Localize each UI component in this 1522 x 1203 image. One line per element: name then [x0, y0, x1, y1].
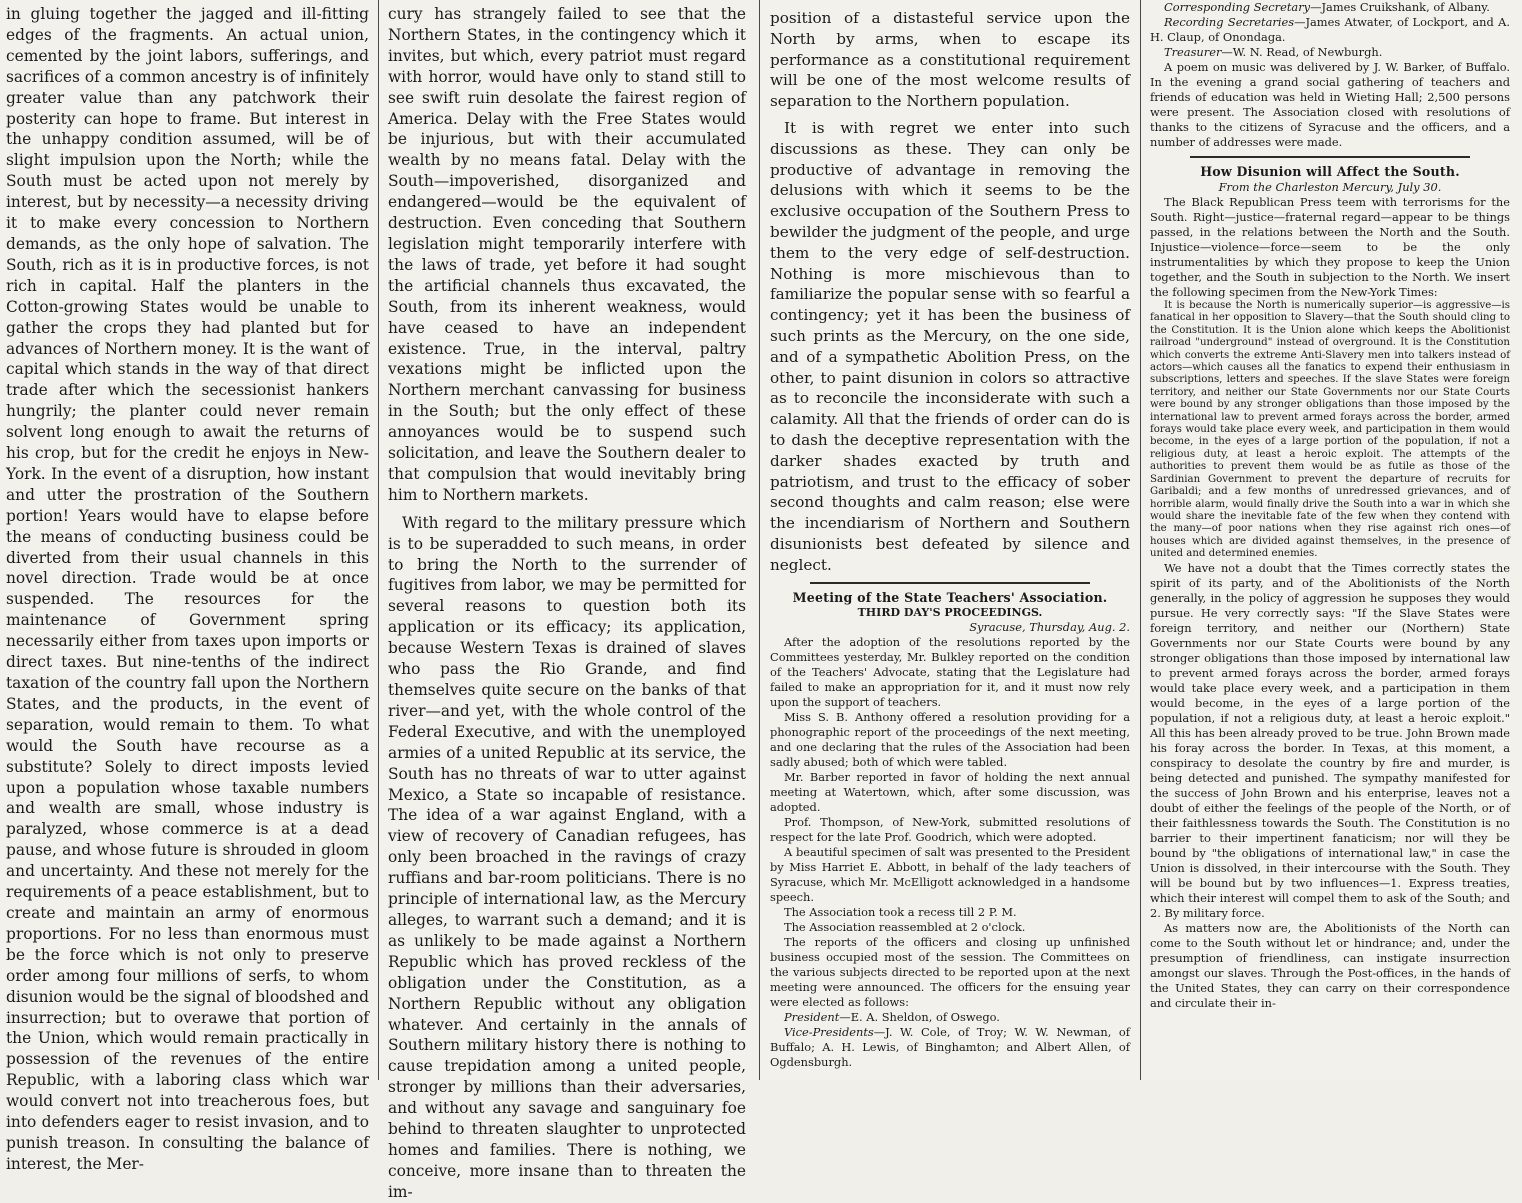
- article-paragraph: With regard to the military pressure which is to be superadded to such means, in order to bring the North to the surrender of fugitives from labor, we may be permitted for several reasons to question both its application or its efficacy; its application, because Western Texas is drained of slaves who pass the Rio Grande, and find themselves quite secure on the banks of that river—and yet, with the whole control of the Federal Executive, and with the unemployed armies of a united Republic at its service, the South has no threats of war to utter against Mexico, a State so incapable of resistance. The idea of a war against England, with a view of recovery of Canadian refugees, has only been broached in the ravings of crazy ruffians and bar-room politicians. There is no principle of international law, as the Mercury alleges, to warrant such a demand; and it is as unlikely to be made against a Northern Republic which has proved reckless of the obligation under the Constitution, as a Northern Republic without any obligation whatever. And certainly in the annals of Southern military history there is nothing to cause trepidation among a united people, stronger by millions than their adversaries, and without any savage and sanguinary foe behind to threaten slaughter to unprotected homes and families. There is nothing, we conceive, more insane than to threaten the im-: [388, 513, 746, 1201]
- dateline: Syracuse, Thursday, Aug. 2.: [969, 619, 1130, 634]
- officer-title: Treasurer: [1164, 45, 1222, 59]
- article-subheadline: THIRD DAY'S PROCEEDINGS.: [857, 605, 1043, 619]
- article-paragraph: Mr. Barber reported in favor of holding the next annual meeting at Watertown, which, after some discussion, was adopted.: [770, 769, 1130, 814]
- officer-entry: [770, 1010, 1130, 1025]
- officer-entry: [1150, 15, 1510, 45]
- officer-name: —James Atwater, of Lockport, and A. H. Claup, of Onondaga.: [1150, 15, 1510, 44]
- article-headline: How Disunion will Affect the South.: [1200, 164, 1460, 179]
- officer-name: —W. N. Read, of Newburgh.: [1221, 45, 1383, 59]
- article-source: From the Charleston Mercury, July 30.: [1218, 180, 1442, 194]
- disunion-article-continued: [1150, 561, 1510, 1011]
- column-rule: [1140, 0, 1141, 1080]
- officer-title: Vice-Presidents: [784, 1024, 874, 1039]
- article-paragraph: A poem on music was delivered by J. W. Barker, of Buffalo. In the evening a grand social gathering of teachers and friends of education was held in Wieting Hall; 2,500 persons were present. The Association closed with resolutions of thanks to the citizens of Syracuse and the officers, and a number of addresses were made.: [1150, 60, 1510, 149]
- article-paragraph: in gluing together the jagged and ill-fitting edges of the fragments. An actual union, cemented by the joint labors, sufferings, and sacrifices of a common ancestry is of infinitely greater value than any patchwork their posterity can hope to frame. But interest in the unhappy condition assumed, will be of slight impulsion upon the North; while the South must be acted upon not merely by interest, but by necessity—a necessity driving it to make every concession to Northern demands, as the only hope of salvation. The South, rich as it is in productive forces, is not rich in capital. Half the planters in the Cotton-growing States would be unable to gather the crops they had planted but for advances of Northern money. It is the want of capital which stands in the way of that direct trade after which the secessionist hankers hungrily; the planter could never remain solvent long enough to await the returns of his crop, but for the credit he enjoys in New-York. In the event of a disruption, how instant and utter the prostration of the Southern portion! Years would have to elapse before the means of conducting business could be diverted from their usual channels in this novel direction. Trade would be at once suspended. The resources for the maintenance of Government spring necessarily either from taxes upon imports or direct taxes. But nine-tenths of the indirect taxation of the country fall upon the Northern States, and the products, in the event of separation, would remain to them. To what would the South have recourse as a substitute? Solely to direct imposts levied upon a population whose taxable numbers and wealth are small, whose industry is paralyzed, whose commerce is at a dead pause, and whose future is shrouded in gloom and uncertainty. And these not merely for the requirements of a peace establishment, but to create and maintain an army of enormous proportions. For no less than enormous must be the force which is not only to preserve order among four millions of serfs, to whom disunion would be the signal of bloodshed and insurrection; but to overawe that portion of the Union, which would remain practically in possession of the revenues of the entire Republic, with a laboring class which war would convert not into treacherous foes, but into defenders eager to resist invasion, and to punish treason. In consulting the balance of interest, the Mer-: [6, 5, 369, 1173]
- section-divider: [1190, 156, 1470, 158]
- officers-list: [1150, 0, 1510, 60]
- officers-list: [770, 1010, 1130, 1070]
- officer-title: Recording Secretaries: [1164, 15, 1295, 29]
- article-paragraph: The Association reassembled at 2 o'clock.: [784, 919, 1026, 934]
- officer-entry: [1150, 0, 1510, 15]
- officer-name: —E. A. Sheldon, of Oswego.: [839, 1009, 1000, 1024]
- article-paragraph: Miss S. B. Anthony offered a resolution providing for a phonographic report of the proceedings of the next meeting, and one declaring that the rules of the Association had been sadly abused; both of which were tabled.: [770, 709, 1130, 769]
- disunion-article: [1150, 195, 1510, 300]
- officer-name: —J. W. Cole, of Troy; W. W. Newman, of Buffalo; A. H. Lewis, of Binghamton; and Albert Allen, of Ogdensburgh.: [770, 1024, 1130, 1069]
- column-rule: [759, 0, 760, 1080]
- article-paragraph: position of a distasteful service upon the North by arms, when to escape its performance as a constitutional requirement will be one of the most welcome results of separation to the Northern population.: [770, 9, 1130, 111]
- article-paragraph: Prof. Thompson, of New-York, submitted resolutions of respect for the late Prof. Goodrich, which were adopted.: [770, 814, 1130, 844]
- officer-entry: [770, 1025, 1130, 1070]
- column-3: [770, 0, 1132, 1080]
- article-paragraph: The reports of the officers and closing up unfinished business occupied most of the session. The Committees on the various subjects directed to be reported upon at the next meeting were announced. The officers for the ensuing year were elected as follows:: [770, 934, 1130, 1009]
- quoted-paragraph: It is because the North is numerically superior—is aggressive—is fanatical in her opposition to Slavery—that the South should cling to the Constitution. It is the Union alone which keeps the Abolitionist railroad "underground" instead of overground. It is the Constitution which converts the extreme Anti-Slavery men into talkers instead of actors—which causes all the fanatics to expend their enthusiasm in subscriptions, letters and speeches. If the slave States were foreign territory, and neither our State Governments nor our State Courts were bound by any stronger obligations than those imposed by the international law to prevent armed forays across the border, armed forays would take place every week, and participation in them would become, in the eyes of a large portion of the population, if not a religious duty, at least a heroic exploit. The attempts of the authorities to prevent them would be as futile as those of the Sardinian Government to prevent the departure of recruits for Garibaldi; and a few months of unredressed grievances, and of horrible alarm, would finally drive the South into a war in which she would share the inevitable fate of the few when they contend with the many—of poor nations when they rise against rich ones—of houses which are divided against themselves, in the presence of united and determined enemies.: [1150, 300, 1510, 560]
- article-headline: Meeting of the State Teachers' Association.: [792, 589, 1108, 605]
- article-paragraph: cury has strangely failed to see that the Northern States, in the contingency which it invites, but which, every patriot must regard with horror, would have only to stand still to see swift ruin desolate the fairest region of America. Delay with the Free States would be injurious, but with their accumulated wealth by no means fatal. Delay with the South—impoverished, disorganized and endangered—would be the equivalent of destruction. Even conceding that Southern legislation might temporarily interfere with the laws of trade, yet before it had sought the artificial channels thus excavated, the South, from its inherent weakness, would have ceased to have an independent existence. True, in the interval, paltry vexations might be inflicted upon the Northern merchant canvassing for business in the South; but the only effect of these annoyances would be to suspend such solicitation, and leave the Southern dealer to that compulsion that would inevitably bring him to Northern markets.: [388, 5, 746, 504]
- article-paragraph: The Black Republican Press teem with terrorisms for the South. Right—justice—fraternal regard—appear to be things passed, in the relations between the North and the South. Injustice—violence—force—seem to be the only instrumentalities by which they propose to keep the Union together, and the South in subjection to the North. We insert the following specimen from the New-York Times:: [1150, 195, 1510, 299]
- officer-name: —James Cruikshank, of Albany.: [1310, 0, 1490, 14]
- teachers-article: [770, 635, 1130, 1010]
- quoted-excerpt: [1150, 300, 1510, 561]
- article-paragraph: After the adoption of the resolutions reported by the Committees yesterday, Mr. Bulkley reported on the condition of the Teachers' Advocate, stating that the Legislature had failed to make an appropriation for it, and it must now rely upon the support of teachers.: [770, 634, 1130, 709]
- article-paragraph: As matters now are, the Abolitionists of the North can come to the South without let or hindrance; and, under the presumption of friendliness, can instigate insurrection amongst our slaves. Through the Post-offices, in the hands of the United States, they can carry on their correspondence and circulate their in-: [1150, 920, 1510, 1010]
- column-4: [1150, 0, 1512, 1080]
- teachers-article-end: [1150, 60, 1510, 150]
- article-paragraph: A beautiful specimen of salt was presented to the President by Miss Harriet E. Abbott, in behalf of the lady teachers of Syracuse, which Mr. McElligott acknowledged in a handsome speech.: [770, 844, 1130, 904]
- article-paragraph: We have not a doubt that the Times correctly states the spirit of its party, and of the Abolitionists of the North generally, in the policy of aggression he supposes they would pursue. He very correctly says: "If the Slave States were foreign territory, and neither our (Northern) State Governments nor our State Courts were bound by any stronger obligations than those imposed by international law to prevent armed forays across the border, armed forays would take place every week, and a participation in them would become, in the eyes of a large portion of the population, if not a religious duty, at least a heroic exploit." All this has been already proved to be true. John Brown made his foray across the border. In Texas, at this moment, a conspiracy to desolate the country by fire and murder, is being detected and punished. The sympathy manifested for the success of John Brown and his enterprise, leaves not a doubt of either the feelings of the people of the North, or of their faithlessness towards the South. The Constitution is no barrier to their impertinent fanaticism; nor will they be bound by "the obligations of international law," in case the Union is dissolved, in their intercourse with the South. They will be bound but by two influences—1. Express treaties, which their interest will compel them to ask of the South; and 2. By military force.: [1150, 560, 1510, 920]
- officer-title: Corresponding Secretary: [1164, 0, 1311, 14]
- column-rule: [378, 0, 379, 1080]
- officer-entry: [1150, 45, 1510, 60]
- column-2: [388, 0, 748, 1201]
- article-paragraph: The Association took a recess till 2 P. M.: [784, 904, 1017, 919]
- section-divider: [810, 582, 1090, 584]
- article-paragraph: It is with regret we enter into such discussions as these. They can only be productive of advantage in removing the delusions with which it seems to be the exclusive occupation of the Southern Press to bewilder the judgment of the people, and urge them to the very edge of self-destruction. Nothing is more mischievous than to familiarize the popular sense with so fearful a contingency; yet it has been the business of such prints as the Mercury, on the one side, and of a sympathetic Abolition Press, on the other, to paint disunion in colors so attractive as to reconcile the inconsiderate with such a calamity. All that the friends of order can do is to dash the deceptive representation with the darker shades exacted by truth and patriotism, and trust to the efficacy of sober second thoughts and calm reason; else were the incendiarism of Northern and Southern disunionists best defeated by silence and neglect.: [770, 118, 1130, 574]
- officer-title: President: [784, 1009, 840, 1024]
- column-1: [6, 0, 371, 1173]
